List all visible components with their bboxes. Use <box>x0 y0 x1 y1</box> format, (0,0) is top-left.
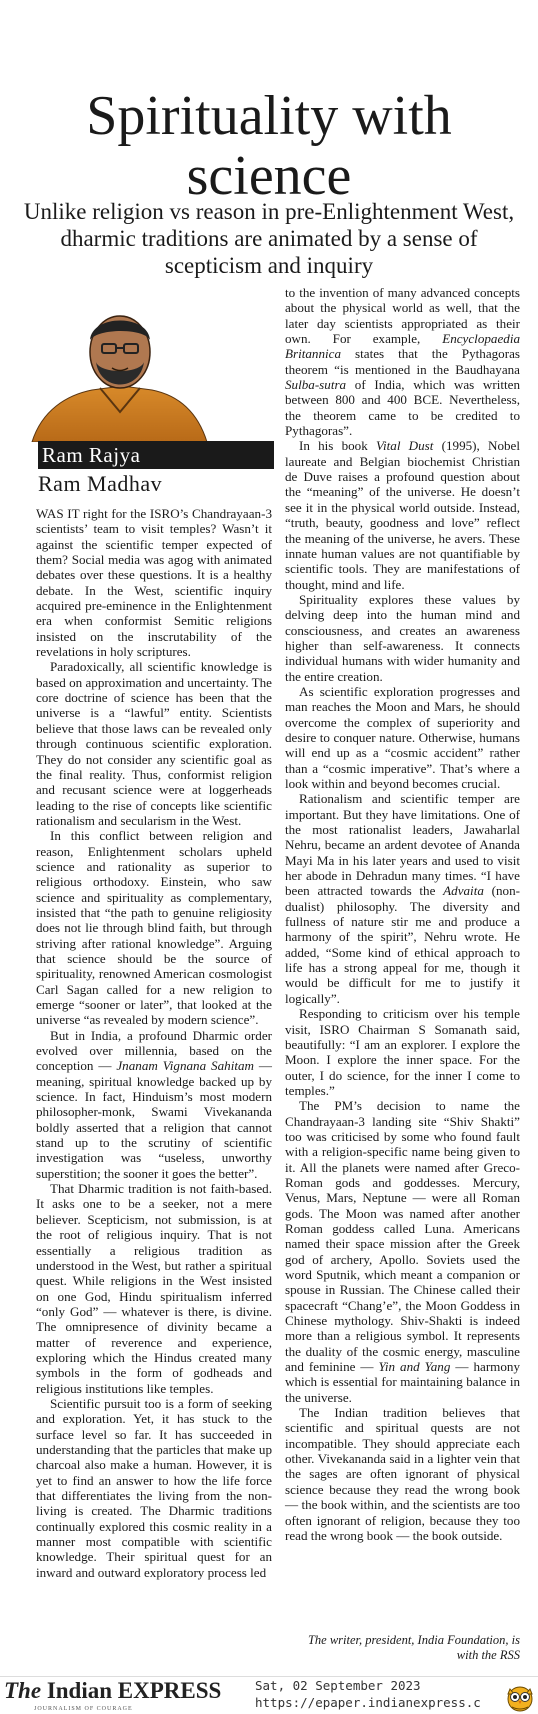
owl-icon <box>504 1680 536 1712</box>
logo-name: Indian EXPRESS <box>46 1678 222 1703</box>
paragraph: In his book Vital Dust (1995), Nobel laureate and Belgian biochemist Christian de Duve raises a profound question about the “meaning” of the universe. He doesn’t see it in the physical world outside. Instead, “truth, beauty, goodness and love” reflect the meaning of the universe, he avers. These innate human values are not quantifiable by scientific tools. They are manifestations of thought, mind and life. <box>285 438 520 592</box>
paragraph: In this conflict between religion and reason, Enlightenment scholars upheld science and rationality as superior to religious orthodoxy. Einstein, who saw science and spirituality as complementary, insisted that “the path to genuine religiosity does not lie through blind faith, but through striving after rational knowledge”. Arguing that science should be the source of spirituality, renowned American cosmologist Carl Sagan called for a new religion to emerge “sooner or later”, that looked at the universe “as revealed by modern science”. <box>36 828 272 1028</box>
article-subtitle: Unlike religion vs reason in pre-Enlightenment West, dharmic traditions are animated by a sense of scepticism and inquiry <box>23 199 515 278</box>
paragraph: Responding to criticism over his temple visit, ISRO Chairman S Somanath said, beautifully: “I am an explorer. I explore the Moon. I explore the inner space. For the outer, I do science, for the inner I come to temples.” <box>285 1006 520 1098</box>
article-body-right-column <box>285 285 520 1543</box>
logo-the: The <box>4 1678 42 1703</box>
logo-tagline: JOURNALISM OF COURAGE <box>34 1706 133 1712</box>
paragraph: Spirituality explores these values by delving deep into the human mind and consciousness, and creates an awareness higher than self-awareness. It connects individual humans with wider humanity and the entire creation. <box>285 591 520 684</box>
author-byline: The writer, president, India Foundation, is with the RSS <box>307 1633 520 1662</box>
paragraph: Rationalism and scientific temper are important. But they have limitations. One of the most rationalist leaders, Jawaharlal Nehru, became an ardent devotee of Ananda Mayi Ma in his later years and used to visit her abode in Dehradun many times. “I have been attracted towards the Advaita (non-dualist) philosophy. The diversity and fullness of nature stir me and produce a harmony of the spirit”, Nehru wrote. He added, “Some kind of ethical approach to life has a strong appeal for me, though it would be difficult for me to justify it logically”. <box>285 791 520 1006</box>
column-name: Ram Rajya <box>38 441 274 469</box>
author-portrait <box>22 300 257 442</box>
author-name: Ram Madhav <box>38 471 163 496</box>
paragraph: That Dharmic tradition is not faith-based. It asks one to be a seeker, not a mere believer. Scepticism, not submission, is at the root of religious inquiry. That is not essentially a religious tradition as understood in the West, but rather a spiritual quest. While religions in the West insisted on one God, Hindu spiritualism inferred “only God” — whatever is there, is divine. The omnipresence of divinity became a matter of reverence and experience, exploring which the Hindus created many symbols in the form of godheads and religious institutions like temples. <box>36 1181 272 1396</box>
paragraph: The PM’s decision to name the Chandrayaan-3 landing site “Shiv Shakti” too was criticised by some who found fault with a religion-specific name being given to it. All the planets were named after Greco-Roman gods and goddesses. Mercury, Venus, Mars, Neptune — were all Roman gods. The Moon was named after another Roman goddess called Luna. Americans named their space mission after the Greek god of archery, Apollo. Soviets used the word Sputnik, which meant a companion or spouse in Russian. The Chinese called their spacecraft “Chang’e”, the Moon Goddess in Chinese mythology. Shiv-Shakti is indeed more than a religious symbol. It represents the duality of the cosmic energy, masculine and feminine — Yin and Yang — harmony which is essential for maintaining balance in the universe. <box>285 1098 521 1405</box>
epaper-url[interactable]: https://epaper.indianexpress.c <box>255 1695 481 1710</box>
paragraph: The Indian tradition believes that scientific and spiritual quests are not incompatible. They should appreciate each other. Vivekananda said in a lighter vein that the sages are often ignorant of physical science because they read the wrong book — the book within, and the scientists are too often ignorant of religion, because they too read the wrong book — the book outside. <box>285 1405 520 1543</box>
article-title: Spirituality with science <box>86 84 452 207</box>
paragraph: But in India, a profound Dharmic order evolved over millennia, based on the conception — Jnanam Vignana Sahitam — meaning, spiritual knowledge backed up by science. In fact, Hinduism’s most modern philosopher-monk, Swami Vivekananda boldly asserted that a religion that cannot stand up to the scrutiny of scientific investigation was “useless, unworthy superstition; the sooner it goes the better”. <box>36 1027 272 1181</box>
newspaper-logo <box>4 1676 221 1713</box>
paragraph: As scientific exploration progresses and man reaches the Moon and Mars, he should overcome the complex of superiority and desire to conquer nature. Otherwise, humans will end up as a “cosmic accident” rather than a “cosmic imperative”. That’s where a look within and beyond becomes crucial. <box>285 683 520 791</box>
paragraph: Paradoxically, all scientific knowledge is based on approximation and uncertainty. The core doctrine of science has been that the universe is a “lawful” entity. Scientists believe that those laws can be revealed only through continuous scientific exploration. They do not consider any scientific goal as the final reality. Thus, conformist religion and recusant science were at loggerheads leading to the rise of concepts like scientific rationalism and secularism in the West. <box>36 659 272 828</box>
paragraph: WAS IT right for the ISRO’s Chandrayaan-3 scientists’ team to visit temples? Wasn’t it against the scientific temper expected of them? Social media was agog with animated debates over these questions. It is a healthy debate. In the West, scientific inquiry acquired pre-eminence in the Enlightenment era when conformist Semitic religions insisted on the inscrutability of the revelations in holy scriptures. <box>36 506 272 660</box>
edition-date: Sat, 02 September 2023 <box>255 1678 421 1693</box>
paragraph: Scientific pursuit too is a form of seeking and exploration. Yet, it has stuck to the surface level so far. It has succeeded in understanding that the particles that make up charcoal also make a human. However, it is yet to find an answer to how the life force that differentiates the living from the non-living is created. The Dharmic traditions continually explored this cosmic reality in a manner most compatible with scientific knowledge. Their spiritual quest for an inward and outward exploratory process led <box>36 1395 272 1580</box>
article-body-left-column <box>36 506 272 1580</box>
paragraph: to the invention of many advanced concepts about the physical world as well, that the later day scientists appropriated as their own. For example, Encyclopaedia Britannica states that the Pythagoras theorem “is mentioned in the Baudhayana Sulba-sutra of India, which was written between 800 and 400 BCE. Nevertheless, the theorem came to be credited to Pythagoras”. <box>285 285 521 439</box>
